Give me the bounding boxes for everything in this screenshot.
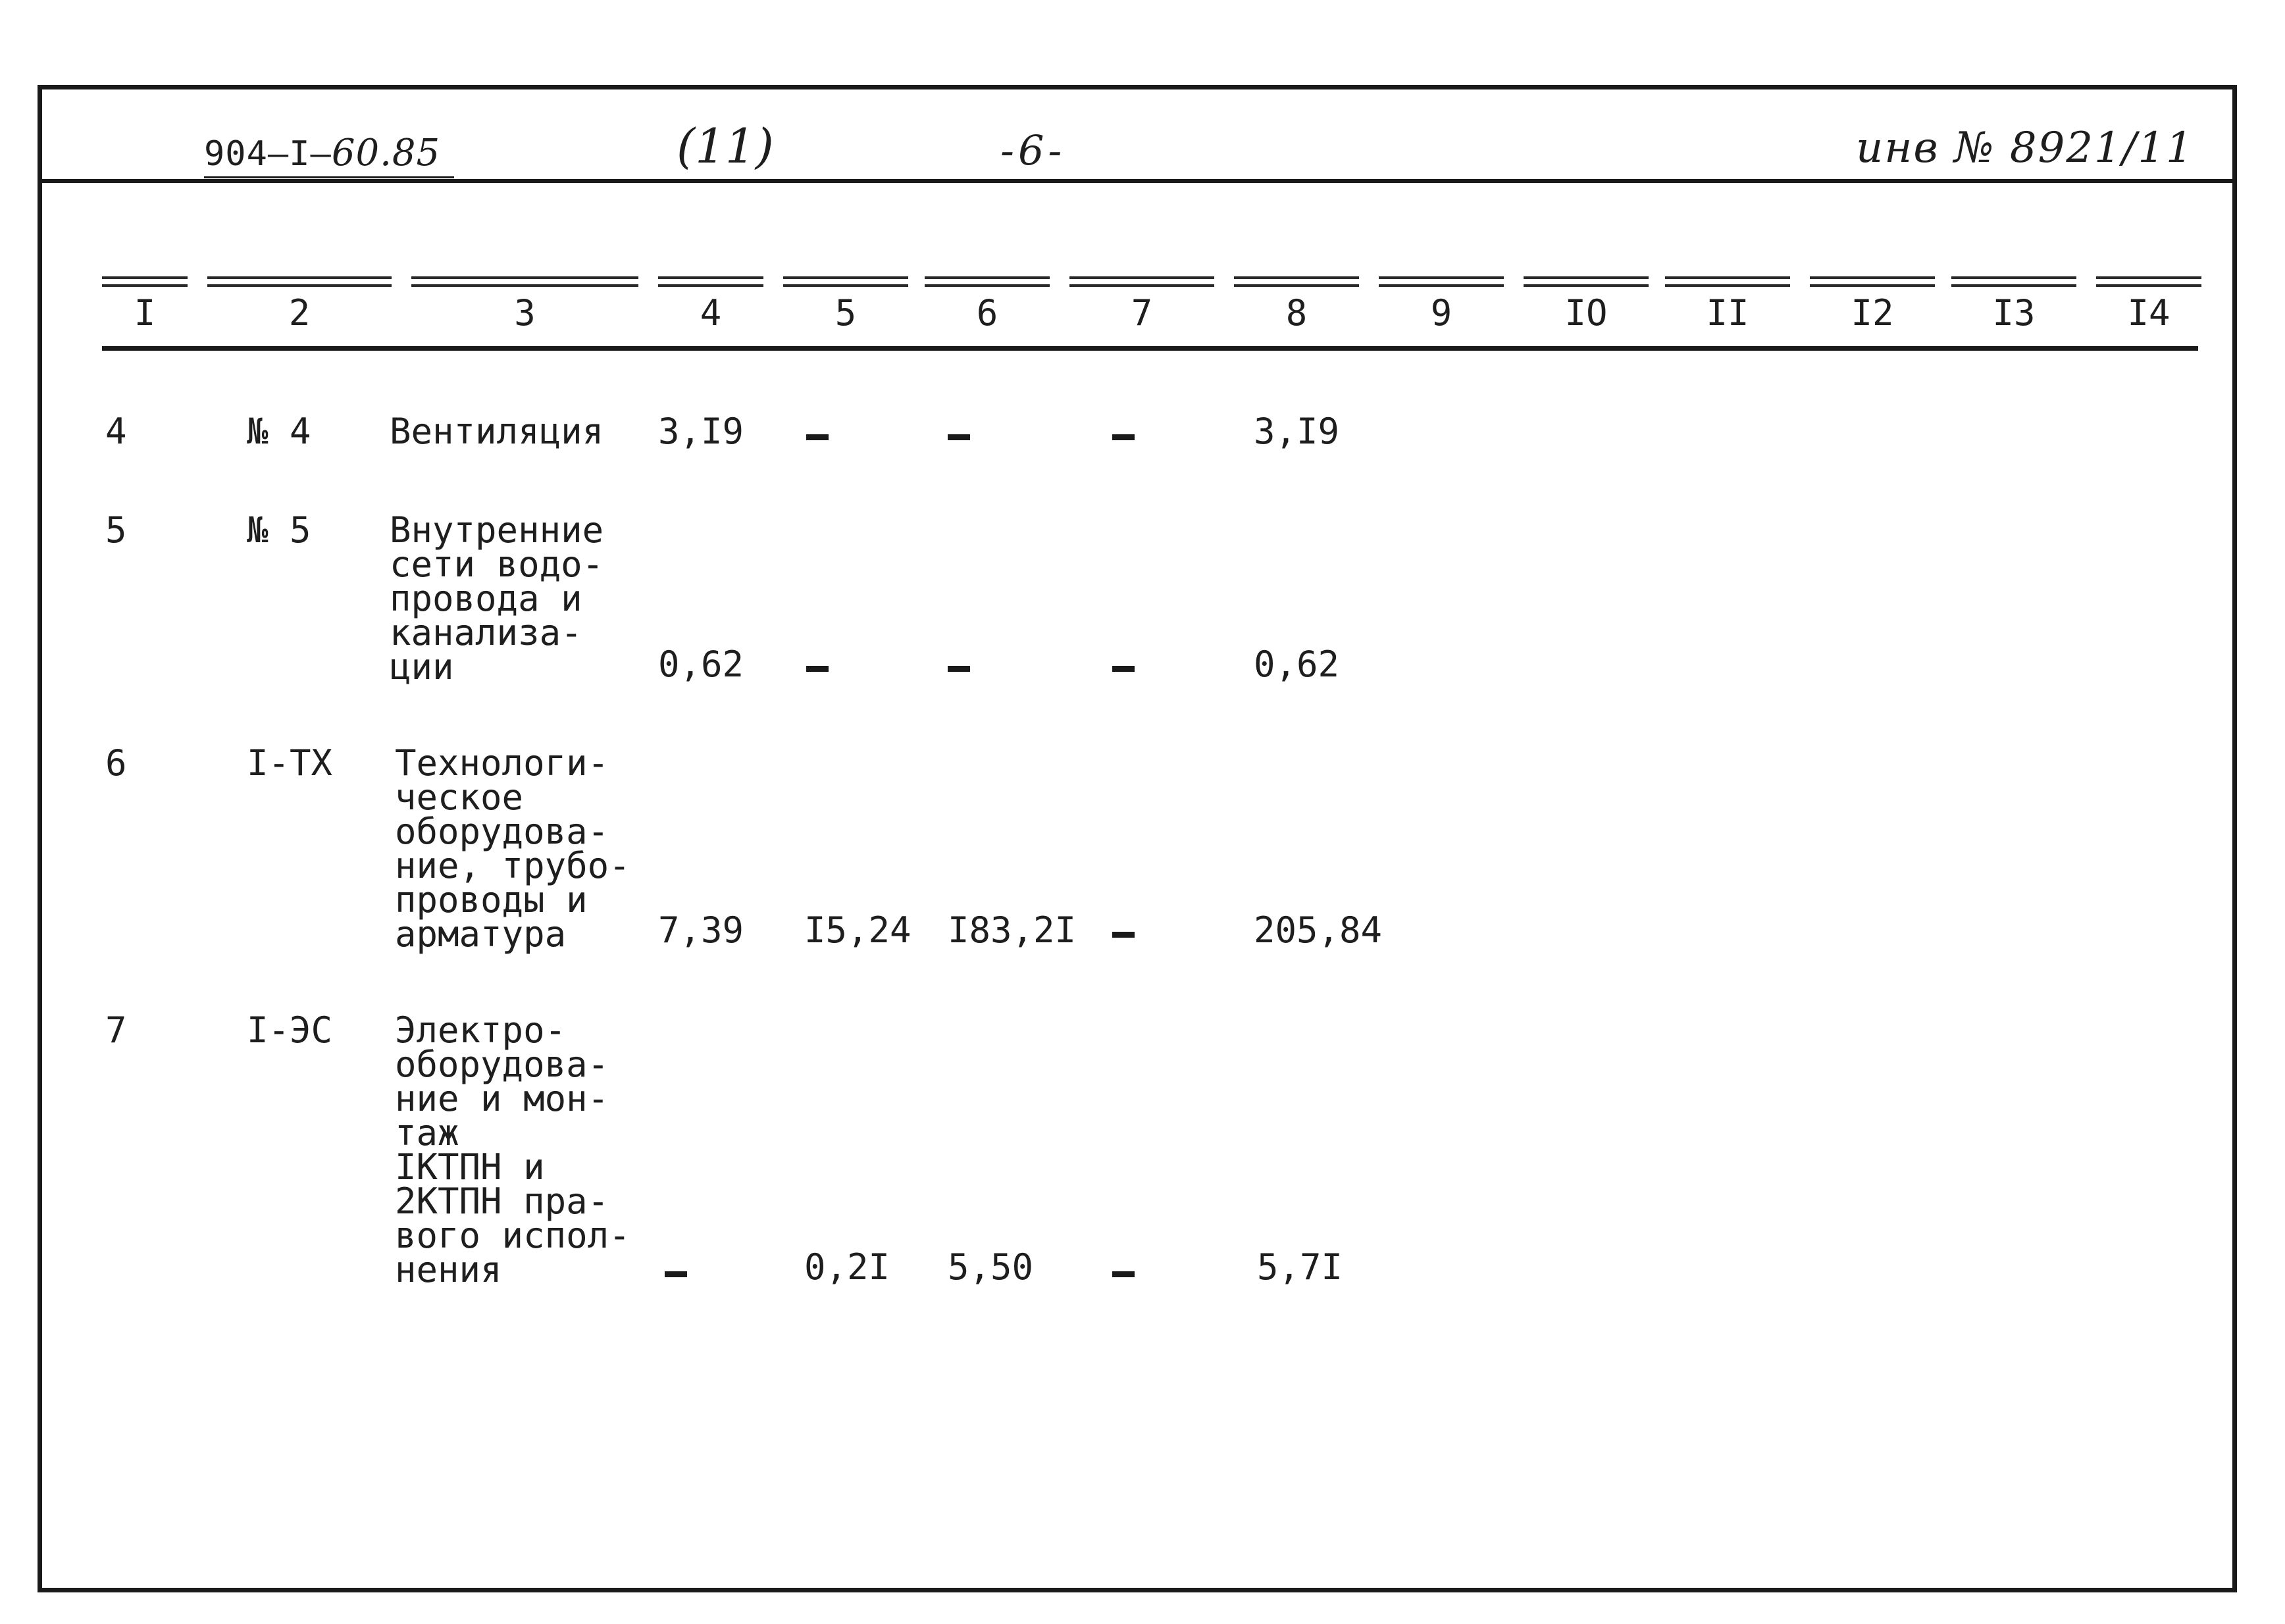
row-name: IКТПН и <box>395 1146 545 1188</box>
dash-mark <box>806 434 829 440</box>
row-name: канализа- <box>390 612 582 653</box>
row-name: 2КТПН пра- <box>395 1180 609 1222</box>
dash-mark <box>948 666 970 672</box>
row-name: ние, трубо- <box>395 845 630 886</box>
row-name: оборудова- <box>395 1044 609 1085</box>
column-header: 8 <box>1234 276 1359 342</box>
dash-mark <box>1112 666 1135 672</box>
column-header: I4 <box>2096 276 2201 342</box>
row-name: сети водо- <box>390 544 604 585</box>
row-name: вого испол- <box>395 1215 630 1256</box>
dash-mark <box>806 666 829 672</box>
row-number: 6 <box>105 742 127 784</box>
cell-col8: 3,I9 <box>1254 411 1340 452</box>
row-code: № 5 <box>247 509 311 551</box>
cell-col4: 7,39 <box>658 909 744 951</box>
cell-col8: 5,7I <box>1257 1246 1343 1288</box>
column-header: 2 <box>207 276 392 342</box>
row-number: 4 <box>105 411 127 452</box>
row-name: проводы и <box>395 879 588 921</box>
row-name: оборудова- <box>395 811 609 852</box>
cell-col6: 5,50 <box>948 1246 1034 1288</box>
cell-col6: I83,2I <box>948 909 1077 951</box>
cell-col5: 0,2I <box>804 1246 890 1288</box>
column-header: 9 <box>1379 276 1504 342</box>
column-header: II <box>1665 276 1790 342</box>
row-name: Вентиляция <box>390 411 604 452</box>
column-header: 6 <box>925 276 1050 342</box>
page-number: -6- <box>1000 126 1066 174</box>
column-header: I <box>102 276 188 342</box>
row-name: таж <box>395 1112 459 1154</box>
column-header: I3 <box>1951 276 2076 342</box>
dash-mark <box>1112 434 1135 440</box>
dash-mark <box>1112 1271 1135 1277</box>
row-number: 7 <box>105 1009 127 1051</box>
column-header: 4 <box>658 276 763 342</box>
row-name: ческое <box>395 776 524 818</box>
cell-col8: 0,62 <box>1254 644 1340 685</box>
row-code: № 4 <box>247 411 311 452</box>
document-code-underline <box>204 176 454 178</box>
column-header: IO <box>1524 276 1649 342</box>
cell-col5: I5,24 <box>804 909 911 951</box>
row-name: арматура <box>395 913 567 955</box>
table-header-rule <box>102 346 2198 351</box>
dash-mark <box>1112 932 1135 938</box>
dash-mark <box>665 1271 687 1277</box>
row-name: нения <box>395 1249 502 1290</box>
document-code: 904–I–60.85 <box>204 132 441 174</box>
header-rule <box>42 179 2234 183</box>
dash-mark <box>948 434 970 440</box>
cell-col8: 205,84 <box>1254 909 1383 951</box>
column-header: 5 <box>783 276 908 342</box>
row-name: ции <box>390 646 454 688</box>
row-name: ние и мон- <box>395 1078 609 1119</box>
inventory-number: инв № 8921/11 <box>1856 124 2194 172</box>
row-code: I-ТХ <box>247 742 333 784</box>
sheet-marker: (11) <box>677 118 774 174</box>
row-code: I-ЭС <box>247 1009 333 1051</box>
cell-col4: 3,I9 <box>658 411 744 452</box>
row-name: Электро- <box>395 1009 567 1051</box>
row-name: провода и <box>390 578 582 619</box>
column-header: 3 <box>411 276 638 342</box>
row-name: Технологи- <box>395 742 609 784</box>
column-header: I2 <box>1810 276 1935 342</box>
row-name: Внутренние <box>390 509 604 551</box>
column-header: 7 <box>1069 276 1214 342</box>
row-number: 5 <box>105 509 127 551</box>
cell-col4: 0,62 <box>658 644 744 685</box>
